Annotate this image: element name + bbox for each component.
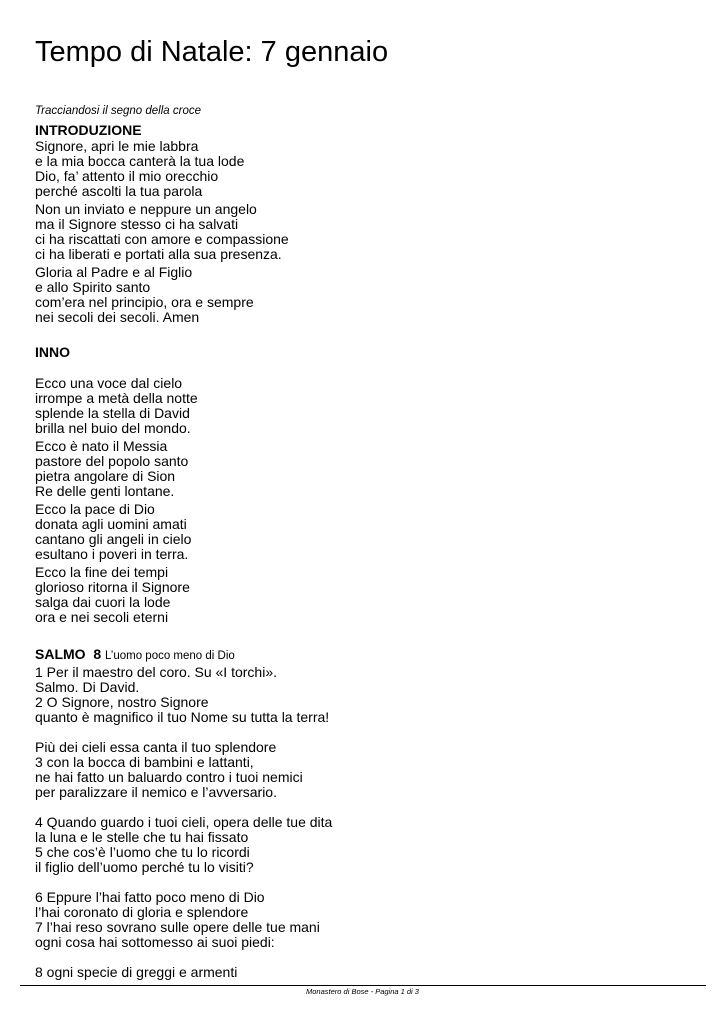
page-footer: Monastero di Bose - Pagina 1 di 3 (306, 987, 419, 996)
verse-line: nei secoli dei secoli. Amen (35, 309, 200, 325)
footer-divider (20, 985, 706, 986)
verse-line: ci ha liberati e portati alla sua presenza. (35, 246, 282, 262)
verse-line: esultano i poveri in terra. (35, 546, 189, 562)
verse-line: Non un inviato e neppure un angelo (35, 201, 257, 217)
salmo-title: SALMO 8 (35, 646, 102, 662)
stanza (35, 265, 695, 325)
verse-line: ogni cosa hai sottomesso ai suoi piedi: (35, 934, 275, 950)
stanza (35, 565, 695, 625)
verse-line: Re delle genti lontane. (35, 483, 175, 499)
section-heading-introduzione: INTRODUZIONE (35, 122, 142, 138)
rubric: Tracciandosi il segno della croce (35, 105, 201, 117)
verse-line: per paralizzare il nemico e l’avversario. (35, 784, 277, 800)
verse-line: il figlio dell’uomo perché tu lo visiti? (35, 859, 254, 875)
verse-line: Signore, apri le mie labbra (35, 138, 199, 154)
introduzione-stanzas (35, 139, 695, 325)
spacer (35, 628, 695, 645)
verse-line: splende la stella di David (35, 405, 190, 421)
verse-line: ne hai fatto un baluardo contro i tuoi nemici (35, 769, 303, 785)
verse-line: Dio, fa’ attento il mio orecchio (35, 168, 219, 184)
stanza (35, 439, 695, 499)
verse-line: 5 che cos’è l’uomo che tu lo ricordi (35, 844, 250, 860)
verse-line: 3 con la bocca di bambini e lattanti, (35, 754, 254, 770)
salmo-verses (35, 665, 695, 980)
spacer (35, 328, 695, 343)
verse-line: Ecco la fine dei tempi (35, 564, 169, 580)
psalm-stanza (35, 740, 695, 800)
inno-stanzas (35, 376, 695, 625)
verse-line: Più dei cieli essa canta il tuo splendore (35, 739, 277, 755)
verse-line: l’hai coronato di gloria e splendore (35, 904, 249, 920)
verse-line: quanto è magnifico il tuo Nome su tutta la terra! (35, 709, 330, 725)
stanza (35, 376, 695, 436)
verse-line: Ecco è nato il Messia (35, 438, 168, 454)
stanza (35, 202, 695, 262)
verse-line: irrompe a metà della notte (35, 390, 198, 406)
psalm-stanza (35, 965, 695, 980)
verse-line: Ecco la pace di Dio (35, 501, 155, 517)
psalm-stanza (35, 665, 695, 725)
stanza (35, 502, 695, 562)
verse-line: com’era nel principio, ora e sempre (35, 294, 254, 310)
verse-line: 4 Quando guardo i tuoi cieli, opera delle tue dita (35, 814, 333, 830)
verse-line: ora e nei secoli eterni (35, 609, 169, 625)
verse-line: pastore del popolo santo (35, 453, 189, 469)
verse-line: Ecco una voce dal cielo (35, 375, 183, 391)
page-title: Tempo di Natale: 7 gennaio (35, 36, 389, 68)
verse-line: e la mia bocca canterà la tua lode (35, 153, 245, 169)
salmo-subtitle: L’uomo poco meno di Dio (105, 650, 235, 662)
stanza (35, 139, 695, 199)
verse-line: brilla nel buio del mondo. (35, 420, 191, 436)
verse-line: 7 l’hai reso sovrano sulle opere delle tue mani (35, 919, 320, 935)
verse-line: ma il Signore stesso ci ha salvati (35, 216, 239, 232)
verse-line: la luna e le stelle che tu hai fissato (35, 829, 249, 845)
psalm-stanza (35, 815, 695, 875)
verse-line: donata agli uomini amati (35, 516, 187, 532)
verse-line: glorioso ritorna il Signore (35, 579, 190, 595)
spacer (35, 361, 695, 376)
section-heading-salmo (35, 645, 695, 665)
document-body (35, 104, 695, 995)
verse-line: 6 Eppure l’hai fatto poco meno di Dio (35, 889, 265, 905)
verse-line: salga dai cuori la lode (35, 594, 171, 610)
verse-line: 1 Per il maestro del coro. Su «I torchi». (35, 664, 277, 680)
verse-line: pietra angolare di Sion (35, 468, 176, 484)
verse-line: ci ha riscattati con amore e compassione (35, 231, 289, 247)
verse-line: e allo Spirito santo (35, 279, 151, 295)
verse-line: cantano gli angeli in cielo (35, 531, 192, 547)
verse-line: perché ascolti la tua parola (35, 183, 203, 199)
verse-line: 8 ogni specie di greggi e armenti (35, 964, 238, 980)
psalm-stanza (35, 890, 695, 950)
verse-line: 2 O Signore, nostro Signore (35, 694, 209, 710)
section-heading-inno: INNO (35, 344, 70, 360)
verse-line: Salmo. Di David. (35, 679, 140, 695)
verse-line: Gloria al Padre e al Figlio (35, 264, 193, 280)
